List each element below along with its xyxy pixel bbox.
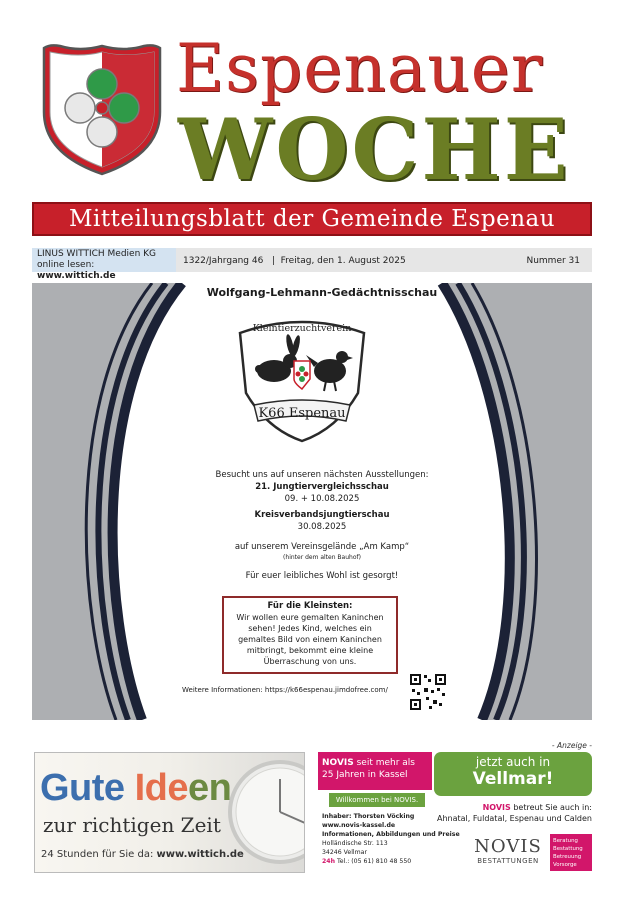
- publisher-info: [32, 248, 176, 281]
- novis-city: 34246 Vellmar: [322, 849, 368, 856]
- wittich-link[interactable]: www.wittich.de: [156, 849, 244, 860]
- event1-name: 21. Jungtiervergleichsschau: [255, 482, 389, 492]
- banner-text: Mitteilungsblatt der Gemeinde Espenau: [68, 206, 556, 232]
- kids-heading: Für die Kleinsten:: [267, 601, 353, 611]
- kids-line: Überraschung von uns.: [263, 657, 357, 666]
- advertisement-label: - Anzeige -: [551, 741, 592, 750]
- novis-web[interactable]: www.novis-kassel.de: [322, 822, 396, 829]
- novis-info-line: Informationen, Abbildungen und Preise: [322, 831, 460, 838]
- headline-part: Ide: [124, 767, 189, 809]
- event2-date: 30.08.2025: [297, 522, 347, 532]
- novis-service-area: [430, 802, 592, 824]
- kids-line: mitbringt, bekommt eine kleine: [246, 646, 374, 655]
- headline-part: Gute: [40, 767, 125, 809]
- novis-service: Vorsorge: [553, 862, 577, 868]
- novis-24h: 24h: [322, 858, 336, 865]
- online-link[interactable]: www.wittich.de: [37, 271, 116, 281]
- wittich-headline: [40, 767, 231, 809]
- issue-number: Nummer 31: [526, 256, 580, 266]
- location-note: (hinter dem alten Bauhof): [283, 554, 361, 561]
- wittich-contact: [41, 849, 244, 860]
- novis-brand-small: NOVIS: [482, 803, 511, 812]
- novis-green-line2: Vellmar!: [472, 769, 554, 789]
- badge-club-text: Kleintierzuchtverein: [252, 323, 352, 334]
- headline-part: en: [188, 767, 232, 809]
- novis-green-line1: jetzt auch in: [475, 755, 551, 769]
- wittich-ad[interactable]: [34, 752, 305, 873]
- kids-line: sehen! Jedes Kind, welches ein: [248, 624, 372, 633]
- novis-phone: Tel.: (05 61) 810 48 550: [335, 858, 412, 865]
- publisher-name: LINUS WITTICH Medien KG: [37, 249, 157, 259]
- more-info-text: Weitere Informationen: https://k66espenau.jimdofree.com/: [182, 686, 388, 694]
- masthead-title-espenauer: Espenauer: [176, 30, 544, 107]
- novis-ad[interactable]: [318, 752, 592, 873]
- wittich-subline: zur richtigen Zeit: [43, 813, 221, 837]
- food-text: Für euer leibliches Wohl ist gesorgt!: [245, 571, 399, 581]
- novis-brand: NOVIS: [322, 758, 354, 768]
- novis-owner: Inhaber: Thorsten Vöcking: [322, 813, 415, 820]
- espenau-coat-of-arms: [40, 42, 164, 177]
- event2-name: Kreisverbandsjungtierschau: [254, 510, 390, 520]
- novis-serv-text: betreut Sie auch in:: [510, 803, 592, 812]
- novis-street: Holländische Str. 113: [322, 840, 388, 847]
- club-badge: [232, 313, 372, 445]
- location-text: auf unserem Vereinsgelände „Am Kamp“: [234, 542, 410, 552]
- issue-line: 1322/Jahrgang 46 | Freitag, den 1. August 2025: [183, 256, 406, 266]
- qr-code-icon[interactable]: [409, 673, 447, 711]
- masthead-banner: [32, 202, 592, 236]
- novis-service: Beratung: [553, 838, 578, 844]
- badge-name-text: K66 Espenau: [258, 406, 346, 421]
- kids-box: [222, 596, 398, 674]
- poster-content: [172, 283, 472, 720]
- novis-service: Betreuung: [553, 854, 582, 860]
- issue-info: [176, 248, 592, 272]
- masthead-title-woche: WOCHE: [178, 100, 571, 199]
- visit-text: Besucht uns auf unseren nächsten Ausstellungen:: [215, 470, 429, 480]
- novis-years: 25 Jahren in Kassel: [322, 770, 408, 780]
- online-label: online lesen:: [37, 260, 95, 270]
- poster-title: Wolfgang-Lehmann-Gedächtnisschau: [206, 286, 438, 299]
- novis-pink-box: [318, 752, 432, 790]
- novis-green-box: [434, 752, 592, 796]
- kids-line: gemaltes Bild von einem Kaninchen: [238, 635, 382, 644]
- novis-welcome: Willkommen bei NOVIS.: [329, 793, 425, 807]
- feature-poster-image: [32, 283, 592, 720]
- contact-text: 24 Stunden für Sie da:: [41, 849, 157, 860]
- novis-logo-sub: BESTATTUNGEN: [477, 857, 539, 865]
- novis-tagline: seit mehr als: [353, 758, 416, 768]
- event1-date: 09. + 10.08.2025: [284, 494, 360, 504]
- novis-serv-towns: Ahnatal, Fuldatal, Espenau und Calden: [437, 814, 592, 823]
- novis-logo: [470, 837, 546, 865]
- kids-line: Wir wollen eure gemalten Kaninchen: [236, 613, 384, 622]
- novis-service: Bestattung: [553, 846, 583, 852]
- novis-services-box: [550, 834, 592, 871]
- novis-logo-text: NOVIS: [474, 836, 542, 857]
